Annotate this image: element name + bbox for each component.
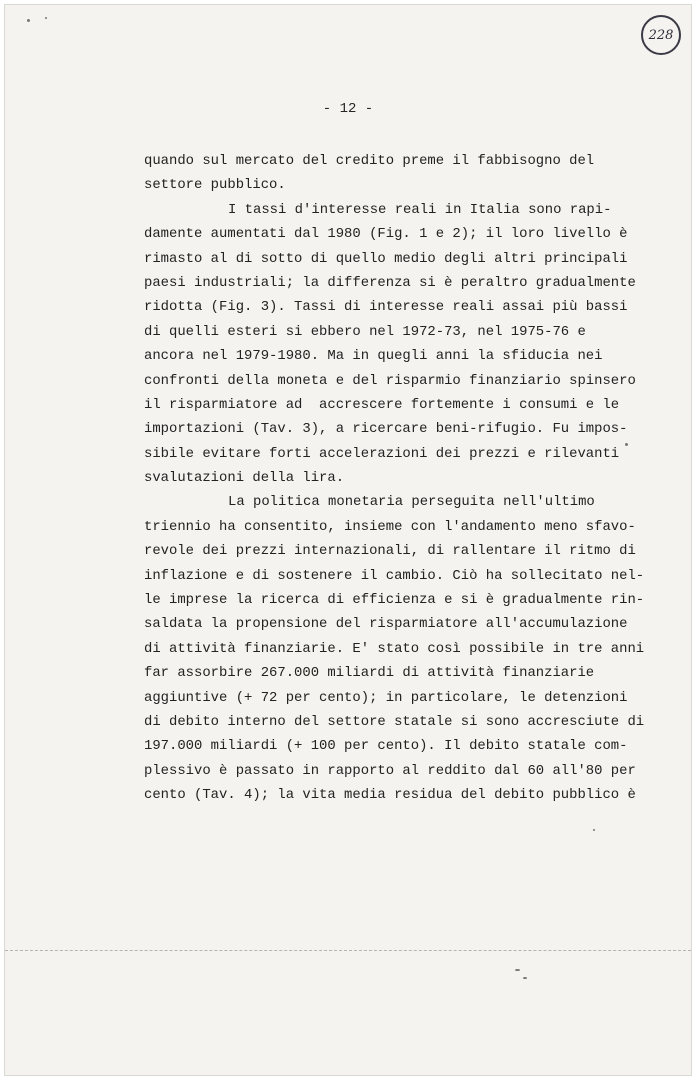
- text-line: ancora nel 1979-1980. Ma in quegli anni la sfiducia nei: [144, 348, 603, 365]
- text-line: cento (Tav. 4); la vita media residua del debito pubblico è: [144, 787, 636, 804]
- text-line: triennio ha consentito, insieme con l'andamento meno sfavo-: [144, 518, 636, 535]
- paragraph-start-line: La politica monetaria perseguita nell'ultimo: [228, 494, 595, 511]
- scan-speck: [45, 17, 47, 19]
- text-line: far assorbire 267.000 miliardi di attività finanziarie: [144, 665, 595, 682]
- text-line: svalutazioni della lira.: [144, 470, 345, 487]
- text-line: ridotta (Fig. 3). Tassi di interesse reali assai più bassi: [144, 299, 628, 316]
- text-line: le imprese la ricerca di efficienza e si è gradualmente rin-: [144, 592, 645, 609]
- text-line: confronti della moneta e del risparmio finanziario spinsero: [144, 372, 636, 389]
- scan-speck: [27, 19, 30, 22]
- archive-stamp: [641, 15, 681, 55]
- text-line: paesi industriali; la differenza si è peraltro gradualmente: [144, 274, 636, 291]
- scan-speck: [515, 969, 520, 971]
- text-line: rimasto al di sotto di quello medio degli altri principali: [144, 250, 628, 267]
- paragraph-start-line: I tassi d'interesse reali in Italia sono rapi-: [228, 201, 612, 218]
- scan-artifact-line: [5, 950, 691, 953]
- text-line: revole dei prezzi internazionali, di rallentare il ritmo di: [144, 543, 636, 560]
- scan-speck: [625, 443, 628, 446]
- text-line: di attività finanziarie. E' stato così possibile in tre anni: [144, 640, 645, 657]
- text-line: damente aumentati dal 1980 (Fig. 1 e 2); il loro livello è: [144, 226, 628, 243]
- text-line: di debito interno del settore statale si sono accresciute di: [144, 713, 645, 730]
- text-line: saldata la propensione del risparmiatore all'accumulazione: [144, 616, 628, 633]
- text-line: plessivo è passato in rapporto al reddito dal 60 all'80 per: [144, 762, 636, 779]
- text-line: settore pubblico.: [144, 177, 286, 194]
- scan-speck: [593, 829, 595, 831]
- text-line: aggiuntive (+ 72 per cento); in particolare, le detenzioni: [144, 689, 628, 706]
- text-line: di quelli esteri si ebbero nel 1972-73, nel 1975-76 e: [144, 323, 586, 340]
- body-text: [144, 149, 644, 808]
- text-line: 197.000 miliardi (+ 100 per cento). Il debito statale com-: [144, 738, 628, 755]
- page-number: - 12 -: [322, 101, 374, 117]
- text-line: importazioni (Tav. 3), a ricercare beni-rifugio. Fu impos-: [144, 421, 628, 438]
- text-line: quando sul mercato del credito preme il fabbisogno del: [144, 153, 595, 169]
- text-line: il risparmiatore ad accrescere fortemente i consumi e le: [144, 396, 620, 413]
- text-line: inflazione e di sostenere il cambio. Ciò ha sollecitato nel-: [144, 567, 645, 584]
- scan-speck: [523, 977, 527, 979]
- document-page: [4, 4, 692, 1076]
- text-line: sibile evitare forti accelerazioni dei prezzi e rilevanti: [144, 445, 620, 462]
- archive-stamp-number: 228: [648, 27, 674, 43]
